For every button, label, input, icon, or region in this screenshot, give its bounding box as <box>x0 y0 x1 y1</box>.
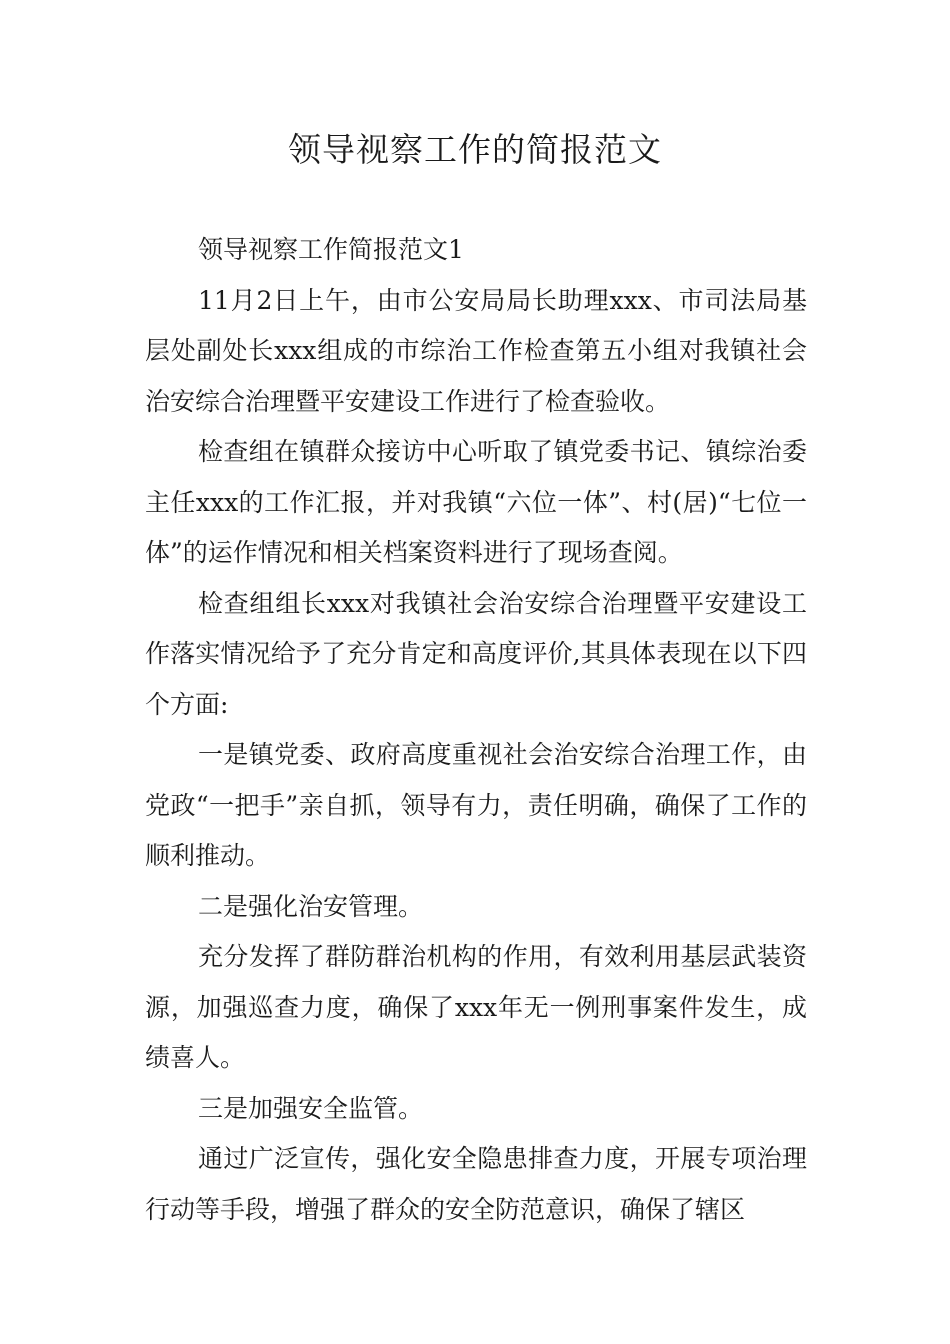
paragraph-point-two-heading: 二是强化治安管理。 <box>198 891 424 921</box>
paragraph-point-three-body: 通过广泛宣传，强化安全隐患排查力度，开展专项治理行动等手段，增强了群众的安全防范意识，确保了辖区 <box>145 1144 807 1224</box>
paragraph-report-hearing: 检查组在镇群众接访中心听取了镇党委书记、镇综治委主任xxx的工作汇报，并对我镇“六位一体”、村(居)“七位一体”的运作情况和相关档案资料进行了现场查阅。 <box>145 437 807 567</box>
document-body <box>145 225 807 1235</box>
paragraph-point-one: 一是镇党委、政府高度重视社会治安综合治理工作，由党政“一把手”亲自抓，领导有力，责任明确，确保了工作的顺利推动。 <box>145 740 807 870</box>
paragraph-inspection-intro: 11月2日上午，由市公安局局长助理xxx、市司法局基层处副处长xxx组成的市综治工作检查第五小组对我镇社会治安综合治理暨平安建设工作进行了检查验收。 <box>145 285 807 416</box>
paragraph-point-two-body: 充分发挥了群防群治机构的作用，有效利用基层武装资源，加强巡查力度，确保了xxx年无一例刑事案件发生，成绩喜人。 <box>145 942 807 1072</box>
paragraph-subtitle: 领导视察工作简报范文1 <box>198 235 464 264</box>
paragraph-evaluation: 检查组组长xxx对我镇社会治安综合治理暨平安建设工作落实情况给予了充分肯定和高度评价,其具体表现在以下四个方面: <box>145 588 807 719</box>
paragraph-point-three-heading: 三是加强安全监管。 <box>198 1093 424 1123</box>
document-title: 领导视察工作的简报范文 <box>288 130 662 169</box>
